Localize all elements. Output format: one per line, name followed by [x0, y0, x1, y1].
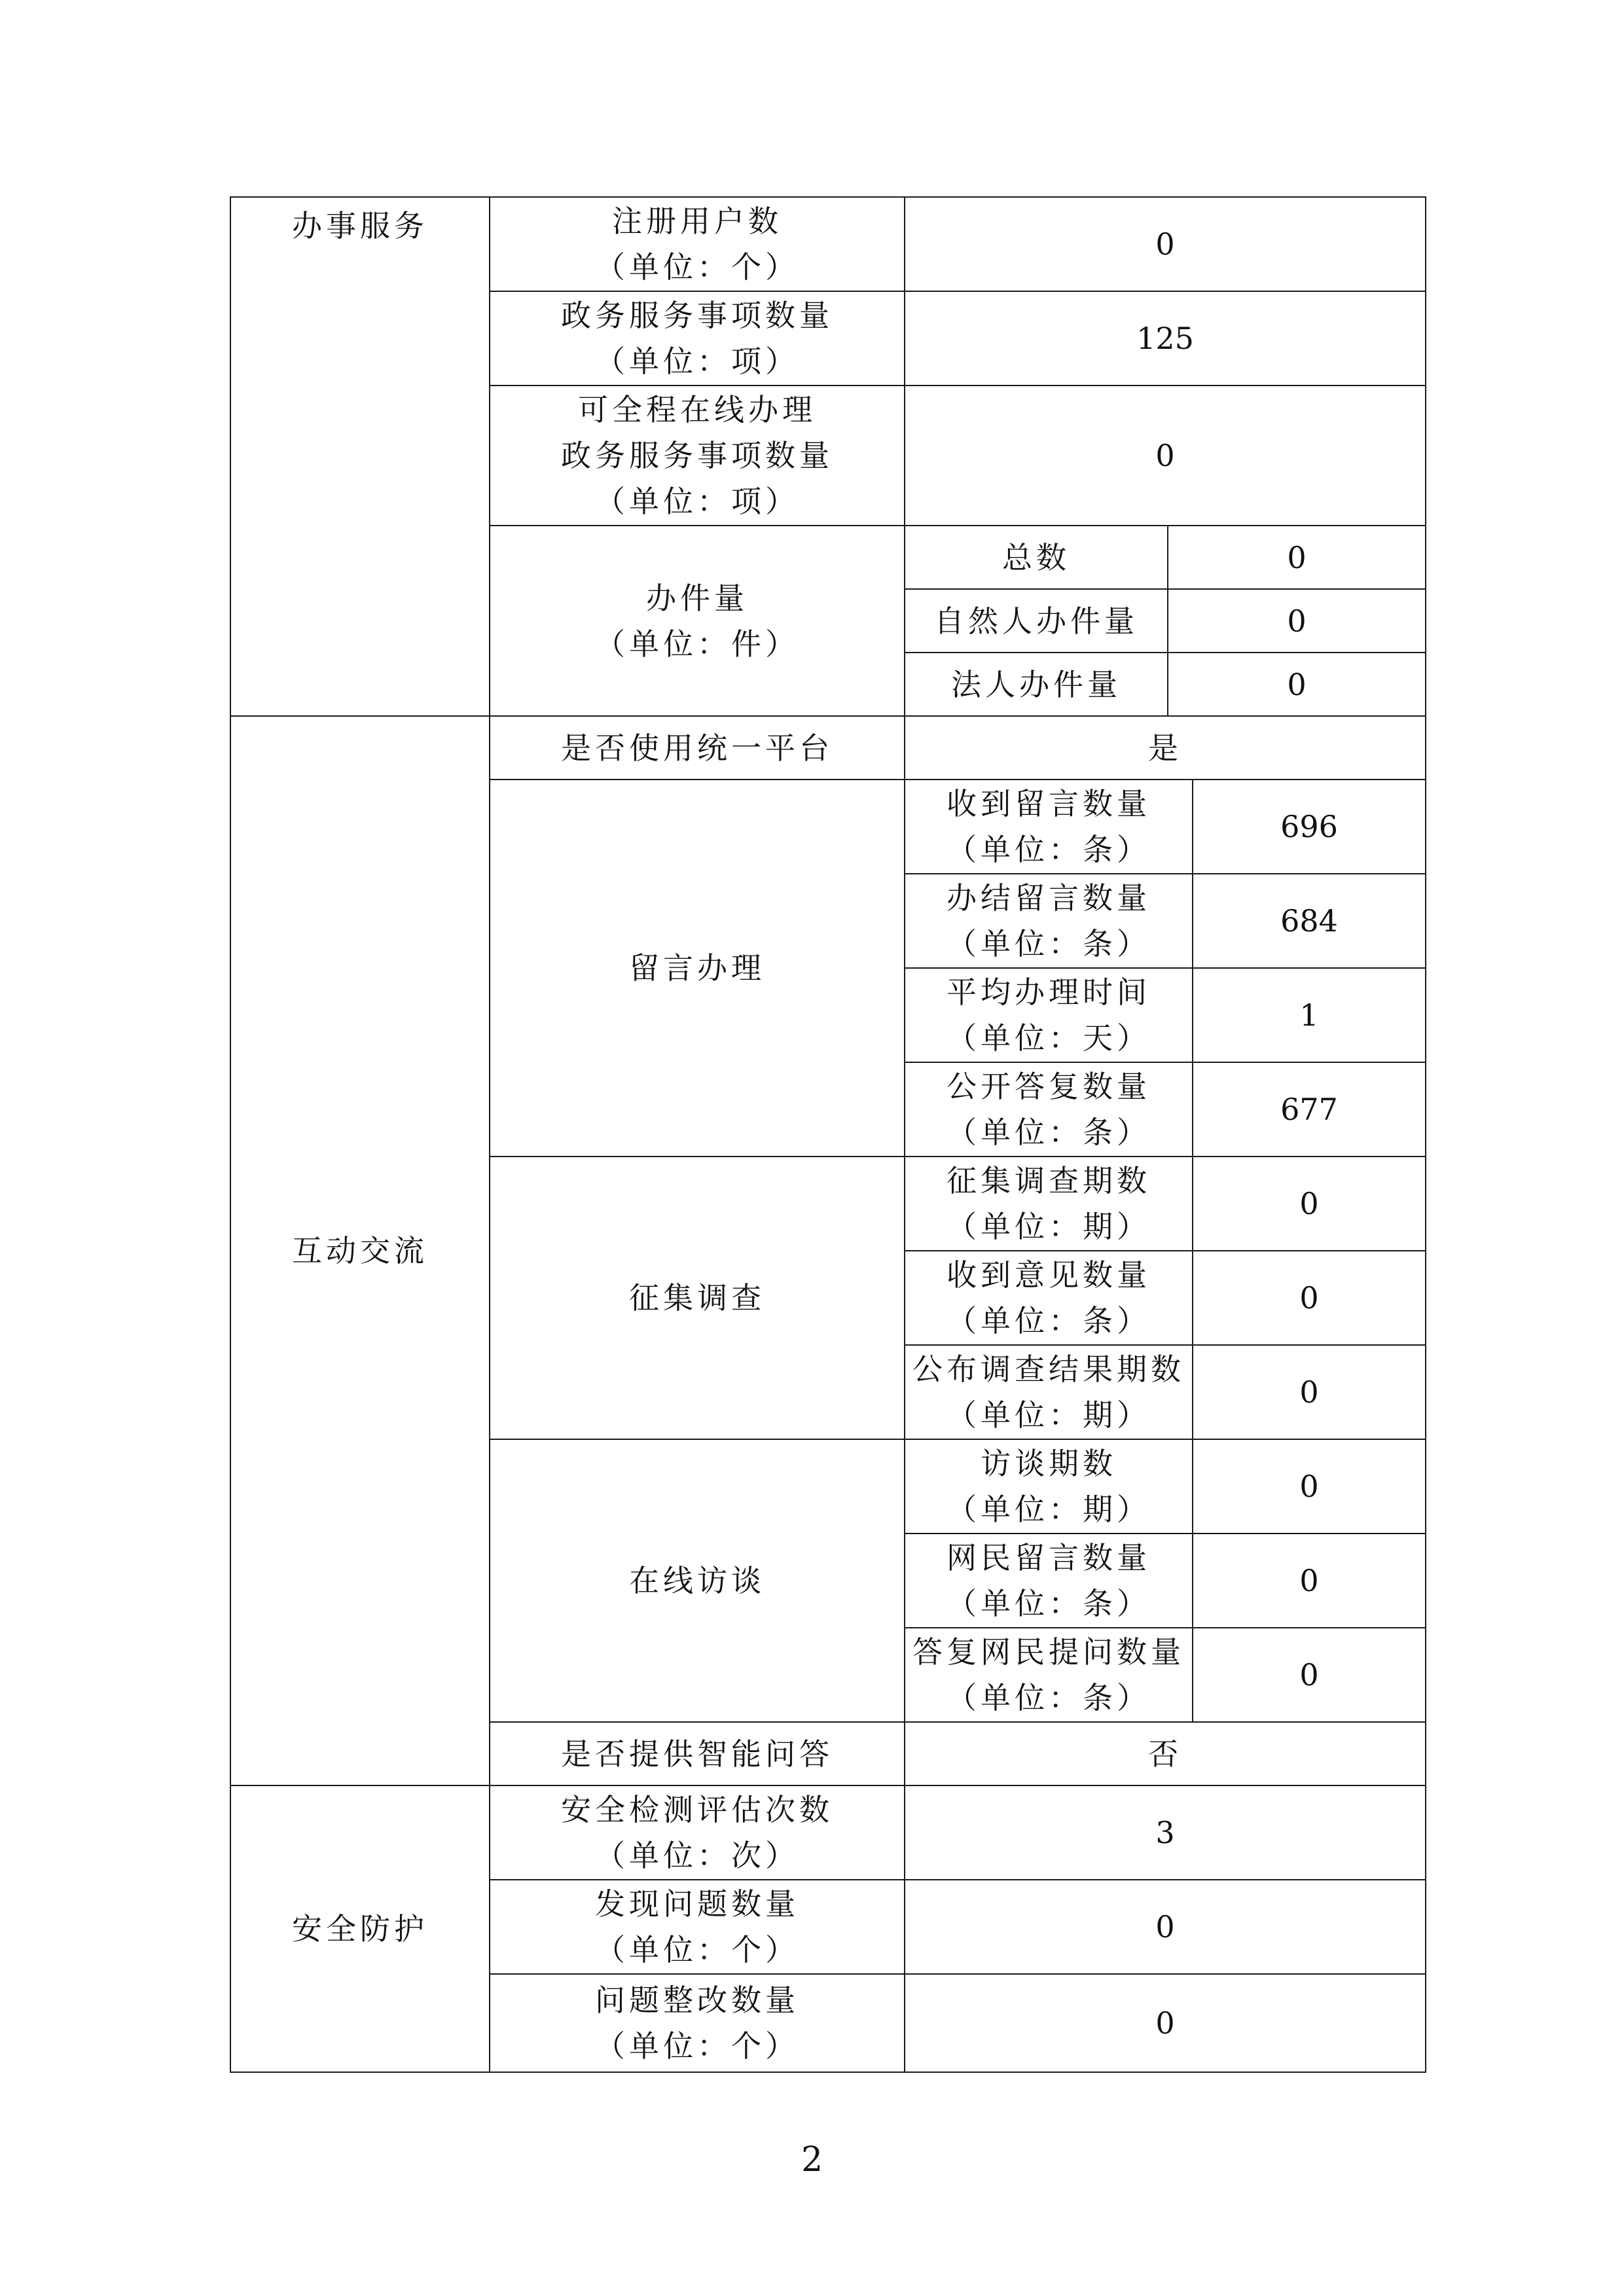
category-security: 安全防护	[230, 1785, 490, 2072]
cases-label: 办件量 （单位：件）	[490, 526, 905, 716]
online-items-label: 可全程在线办理 政务服务事项数量 （单位：项）	[490, 386, 905, 526]
page-number: 2	[801, 2140, 823, 2179]
service-items-value: 125	[905, 291, 1426, 386]
statistics-table	[230, 196, 1426, 2073]
messages-resolved-label: 办结留言数量 （单位：条）	[905, 874, 1193, 968]
smart-qa-label: 是否提供智能问答	[490, 1722, 905, 1785]
cases-legal-label: 法人办件量	[905, 653, 1168, 716]
unified-platform-value: 是	[905, 716, 1426, 780]
online-items-value: 0	[905, 386, 1426, 526]
problems-fixed-value: 0	[905, 1974, 1426, 2072]
interview-label: 在线访谈	[490, 1439, 905, 1722]
cases-legal-value: 0	[1168, 653, 1426, 716]
interview-periods-value: 0	[1193, 1439, 1426, 1534]
messages-label: 留言办理	[490, 780, 905, 1157]
survey-periods-value: 0	[1193, 1157, 1426, 1251]
assessments-value: 3	[905, 1785, 1426, 1880]
messages-public-replies-label: 公开答复数量 （单位：条）	[905, 1062, 1193, 1157]
cases-natural-value: 0	[1168, 589, 1426, 653]
cases-total-value: 0	[1168, 526, 1426, 589]
registered-users-label: 注册用户数 （单位：个）	[490, 197, 905, 291]
category-interaction: 互动交流	[230, 716, 490, 1785]
messages-public-replies-value: 677	[1193, 1062, 1426, 1157]
messages-resolved-value: 684	[1193, 874, 1426, 968]
survey-results-label: 公布调查结果期数 （单位：期）	[905, 1345, 1193, 1439]
problems-fixed-label: 问题整改数量 （单位：个）	[490, 1974, 905, 2072]
cases-natural-label: 自然人办件量	[905, 589, 1168, 653]
survey-opinions-label: 收到意见数量 （单位：条）	[905, 1251, 1193, 1345]
interview-periods-label: 访谈期数 （单位：期）	[905, 1439, 1193, 1534]
category-service: 办事服务	[230, 197, 490, 716]
problems-found-value: 0	[905, 1880, 1426, 1974]
service-items-label: 政务服务事项数量 （单位：项）	[490, 291, 905, 386]
messages-received-label: 收到留言数量 （单位：条）	[905, 780, 1193, 874]
survey-label: 征集调查	[490, 1157, 905, 1439]
problems-found-label: 发现问题数量 （单位：个）	[490, 1880, 905, 1974]
survey-results-value: 0	[1193, 1345, 1426, 1439]
registered-users-value: 0	[905, 197, 1426, 291]
messages-avg-time-label: 平均办理时间 （单位：天）	[905, 968, 1193, 1062]
interview-netizen-messages-label: 网民留言数量 （单位：条）	[905, 1534, 1193, 1628]
cases-total-label: 总数	[905, 526, 1168, 589]
interview-netizen-messages-value: 0	[1193, 1534, 1426, 1628]
messages-avg-time-value: 1	[1193, 968, 1426, 1062]
assessments-label: 安全检测评估次数 （单位：次）	[490, 1785, 905, 1880]
survey-opinions-value: 0	[1193, 1251, 1426, 1345]
interview-answers-value: 0	[1193, 1628, 1426, 1722]
survey-periods-label: 征集调查期数 （单位：期）	[905, 1157, 1193, 1251]
smart-qa-value: 否	[905, 1722, 1426, 1785]
messages-received-value: 696	[1193, 780, 1426, 874]
interview-answers-label: 答复网民提问数量 （单位：条）	[905, 1628, 1193, 1722]
unified-platform-label: 是否使用统一平台	[490, 716, 905, 780]
